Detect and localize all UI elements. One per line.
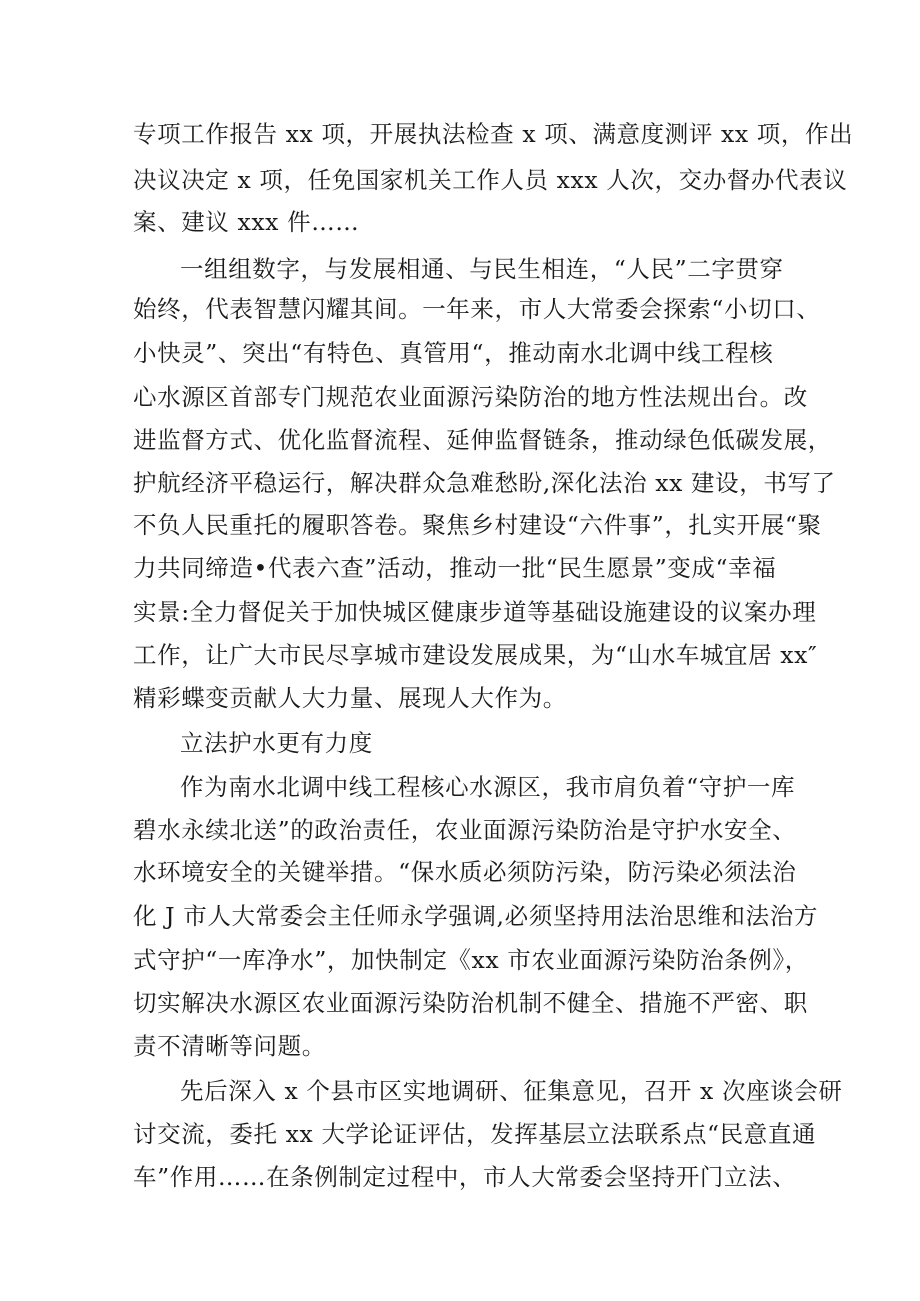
text-line: 碧水永续北送”的政治责任，农业面源污染防治是守护水安全、 <box>133 816 797 844</box>
text-line: 化 J 市人大常委会主任师永学强调,必须坚持用法治思维和法治方 <box>133 902 818 930</box>
text-line: 不负人民重托的履职答卷。聚焦乡村建设“六件事”，扎实开展“聚 <box>133 511 822 539</box>
text-line: 力共同缔造•代表六查”活动，推动一批“民生愿景”变成“幸福 <box>133 554 777 582</box>
text-line: 切实解决水源区农业面源污染防治机制不健全、措施不严密、职 <box>133 989 808 1017</box>
text-line: 决议决定 x 项，任免国家机关工作人员 xxx 人次，交办督办代表议 <box>133 166 848 194</box>
text-line: 讨交流，委托 xx 大学论证评估，发挥基层立法联系点“民意直通 <box>133 1120 817 1148</box>
text-line: 护航经济平稳运行，解决群众急难愁盼,深化法治 xx 建设，书写了 <box>133 469 836 497</box>
paragraph-first-line: 一组组数字，与发展相通、与民生相连，“人民”二字贯穿 <box>180 255 784 283</box>
paragraph-first-line: 作为南水北调中线工程核心水源区，我市肩负着“守护一库 <box>180 773 796 801</box>
paragraph-first-line: 先后深入 x 个县市区实地调研、征集意见，召开 x 次座谈会研 <box>180 1077 843 1105</box>
text-line: 式守护“一库净水”，加快制定《xx 市农业面源污染防治条例》， <box>133 946 809 974</box>
text-line: 精彩蝶变贡献人大力量、展现人大作为。 <box>133 684 567 712</box>
text-line: 水环境安全的关键举措。“保水质必须防污染，防污染必须法治 <box>133 858 797 886</box>
text-line: 小快灵”、突出“有特色、真管用“，推动南水北调中线工程核 <box>133 339 774 367</box>
text-line: 案、建议 xxx 件…… <box>133 208 360 236</box>
text-line: 车”作用……在条例制定过程中，市人大常委会坚持开门立法、 <box>133 1163 797 1191</box>
text-line: 专项工作报告 xx 项，开展执法检查 x 项、满意度测评 xx 项，作出 <box>133 120 854 148</box>
section-heading: 立法护水更有力度 <box>180 729 373 757</box>
text-line: 始终，代表智慧闪耀其间。一年来，市人大常委会探索“小切口、 <box>133 295 821 323</box>
text-line: 心水源区首部专门规范农业面源污染防治的地方性法规出台。改 <box>133 383 808 411</box>
text-line: 责不清晰等问题。 <box>133 1032 326 1060</box>
text-line: 工作，让广大市民尽享城市建设发展成果，为“山水车城宜居 xx″ <box>133 641 818 669</box>
text-line: 实景:全力督促关于加快城区健康步道等基础设施建设的议案办理 <box>133 598 817 626</box>
text-line: 进监督方式、优化监督流程、延伸监督链条，推动绿色低碳发展， <box>133 426 832 454</box>
